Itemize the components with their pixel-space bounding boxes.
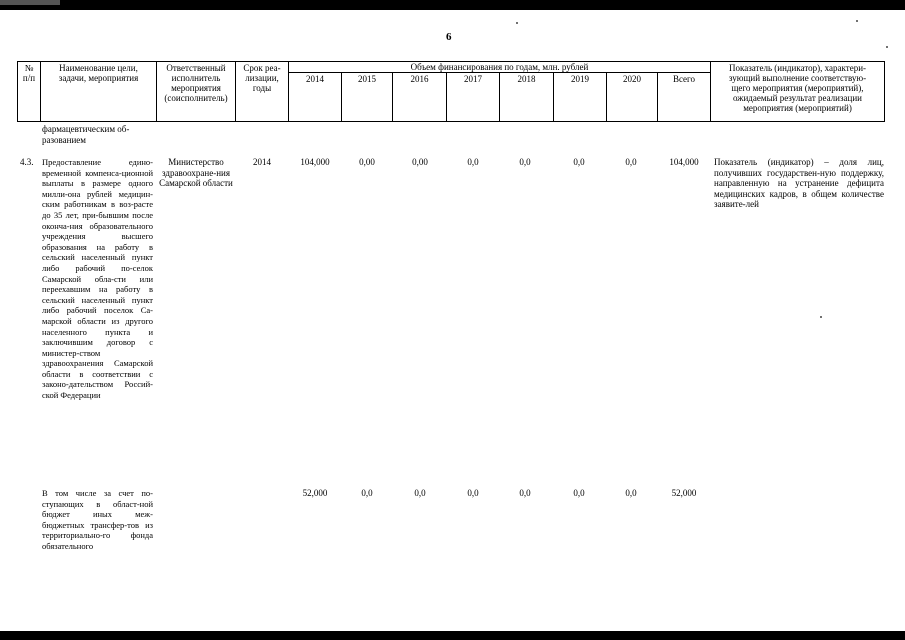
header-year: 2019 — [571, 74, 589, 84]
header-responsible: Ответственный исполнитель мероприятия (соисполнитель) — [164, 63, 228, 103]
subrow-value: 0,0 — [573, 488, 585, 498]
subrow-value: 0,0 — [414, 488, 426, 498]
row-value: 0,0 — [573, 157, 585, 167]
header-bottom-rule — [17, 121, 884, 122]
header-year: 2020 — [623, 74, 641, 84]
row-value: 0,0 — [519, 157, 531, 167]
header-year: 2016 — [410, 74, 429, 84]
header-funding-title: Объем финансирования по годам, млн. рублей — [410, 62, 589, 72]
continuation-text: фармацевтическим об- разованием — [42, 124, 130, 145]
scan-speck — [886, 46, 888, 48]
row-number: 4.3. — [20, 157, 34, 167]
row-value: 0,00 — [412, 157, 428, 167]
scan-top-notch — [0, 0, 60, 5]
scan-bottom-border — [0, 631, 905, 640]
row-value: 0,0 — [625, 157, 637, 167]
header-total: Всего — [672, 74, 696, 84]
scan-speck — [516, 22, 518, 24]
page-number: 6 — [446, 31, 452, 43]
subrow-name: В том числе за счет по-ступающих в област-ной бюджет иных меж-бюджетных трансфер-тов из территориально-го фонда обязательного — [42, 488, 153, 551]
header-year: 2014 — [306, 74, 324, 84]
scan-speck — [856, 20, 858, 22]
header-year: 2015 — [358, 74, 376, 84]
scan-top-border — [0, 0, 905, 10]
subrow-value: 0,0 — [361, 488, 373, 498]
row-name: Предоставление едино-временной компенса-ционной выплаты в размере одного милли-она рублей медицин-ским работникам в воз-расте до 35 лет, при-бывшим после оконча-ния образовательного учреждения высшего образования на работу в сельский населенный пункт либо рабочий по-селок Самарской обла-сти или переехавшим на работу в сельский населенный пункт либо рабочий поселок Са-марской области из другого населенного пункта и заключившим договор с министер-ством здравоохранения Самарской области в соответствии с законо-дательством Россий-ской Федерации — [42, 157, 153, 401]
header-indicator: Показатель (индикатор), характери- зующий выполнение соответствую- щего мероприятия (мероприятий), ожидаемый результат реализации мероприятия (мероприятий) — [728, 63, 867, 113]
header-period: Срок реа- лизации, годы — [243, 63, 281, 93]
header-year: 2018 — [517, 74, 536, 84]
row-responsible: Министерство здравоохране-ния Самарской области — [159, 157, 233, 189]
table-border-right — [884, 61, 885, 122]
row-period: 2014 — [253, 157, 271, 167]
subrow-value: 0,0 — [519, 488, 531, 498]
scan-speck — [820, 316, 822, 318]
header-number: № п/п — [22, 63, 36, 83]
row-value: 0,0 — [467, 157, 479, 167]
subrow-value: 0,0 — [467, 488, 479, 498]
row-value: 104,000 — [300, 157, 330, 167]
row-total: 104,000 — [669, 157, 699, 167]
row-value: 0,00 — [359, 157, 375, 167]
header-name: Наименование цели, задачи, мероприятия — [58, 63, 139, 83]
subrow-total: 52,000 — [671, 488, 697, 498]
header-year: 2017 — [464, 74, 482, 84]
subrow-value: 52,000 — [302, 488, 328, 498]
subrow-value: 0,0 — [625, 488, 637, 498]
row-indicator: Показатель (индикатор) – доля лиц, получивших государствен-ную поддержку, направленную на устранение дефицита медицинских кадров, в общем количестве заявите-лей — [714, 157, 884, 210]
